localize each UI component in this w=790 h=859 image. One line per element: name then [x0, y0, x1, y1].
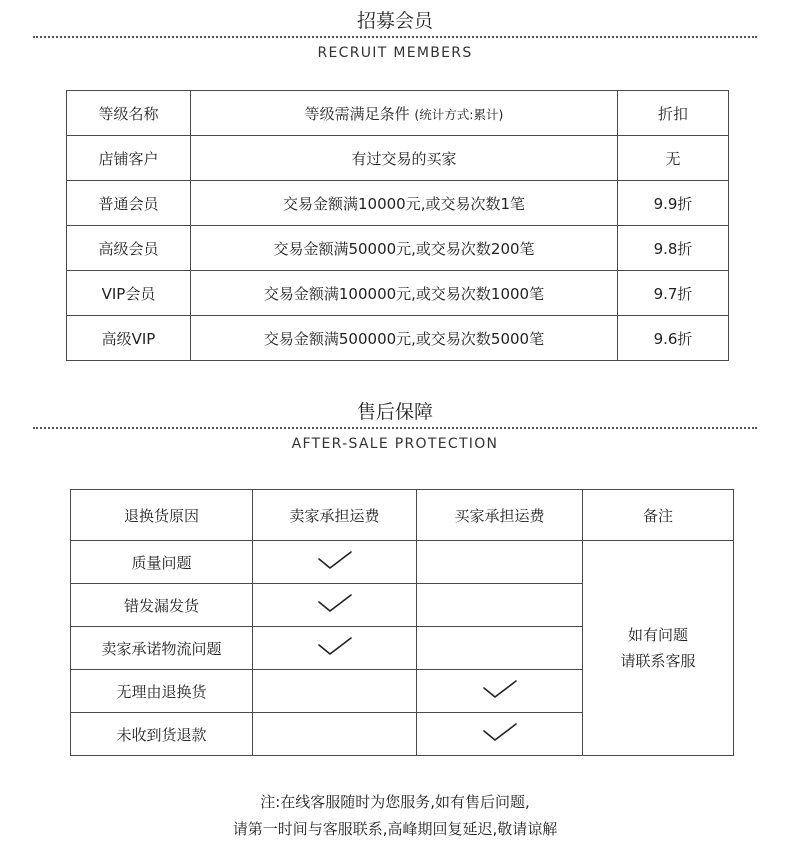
table-row [67, 181, 729, 226]
condition-cell: 交易金额满100000元,或交易次数1000笔 [191, 271, 618, 316]
discount-cell: 9.7折 [618, 271, 729, 316]
aftersale-table [70, 489, 734, 756]
footer-note [0, 789, 790, 843]
reason-cell: 卖家承诺物流问题 [71, 627, 253, 670]
seller-pays-cell [253, 584, 417, 627]
table-row [67, 316, 729, 361]
recruit-title: 招募会员 [356, 10, 433, 32]
condition-cell: 交易金额满10000元,或交易次数1笔 [191, 181, 618, 226]
aftersale-title: 售后保障 [356, 401, 433, 423]
buyer-pays-cell [417, 584, 583, 627]
condition-cell: 交易金额满50000元,或交易次数200笔 [191, 226, 618, 271]
recruit-subtitle: RECRUIT MEMBERS [317, 45, 473, 61]
level-cell: 高级会员 [67, 226, 191, 271]
condition-cell: 交易金额满500000元,或交易次数5000笔 [191, 316, 618, 361]
seller-pays-cell [253, 713, 417, 756]
aftersale-divider [33, 427, 757, 429]
level-cell: VIP会员 [67, 271, 191, 316]
header-reason: 退换货原因 [71, 490, 253, 541]
header-seller-pays: 卖家承担运费 [253, 490, 417, 541]
remark-cell [583, 541, 734, 756]
recruit-table-header [67, 91, 729, 136]
level-cell: 高级VIP [67, 316, 191, 361]
header-condition-note: (统计方式:累计) [414, 106, 504, 122]
condition-cell: 有过交易的买家 [191, 136, 618, 181]
reason-cell: 错发漏发货 [71, 584, 253, 627]
reason-cell: 未收到货退款 [71, 713, 253, 756]
aftersale-table-header [71, 490, 734, 541]
seller-pays-cell [253, 627, 417, 670]
check-mark-icon [483, 685, 517, 703]
buyer-pays-cell [417, 670, 583, 713]
check-mark-icon [318, 642, 352, 660]
discount-cell: 9.9折 [618, 181, 729, 226]
discount-cell: 9.8折 [618, 226, 729, 271]
remark-line-2: 请联系客服 [620, 652, 696, 670]
check-mark-icon [483, 728, 517, 746]
buyer-pays-cell [417, 713, 583, 756]
header-buyer-pays: 买家承担运费 [417, 490, 583, 541]
header-level: 等级名称 [67, 91, 191, 136]
remark-line-1: 如有问题 [627, 626, 688, 644]
footer-line-2: 请第一时间与客服联系,高峰期回复延迟,敬请谅解 [232, 820, 558, 838]
level-cell: 普通会员 [67, 181, 191, 226]
level-cell: 店铺客户 [67, 136, 191, 181]
footer-line-1: 注:在线客服随时为您服务,如有售后问题, [260, 793, 530, 811]
header-condition: 等级需满足条件 (统计方式:累计) [191, 91, 618, 136]
table-row [67, 136, 729, 181]
seller-pays-cell [253, 541, 417, 584]
buyer-pays-cell [417, 541, 583, 584]
reason-cell: 质量问题 [71, 541, 253, 584]
check-mark-icon [318, 599, 352, 617]
buyer-pays-cell [417, 627, 583, 670]
seller-pays-cell [253, 670, 417, 713]
discount-cell: 9.6折 [618, 316, 729, 361]
recruit-divider [33, 36, 757, 38]
table-row [67, 271, 729, 316]
discount-cell: 无 [618, 136, 729, 181]
aftersale-subtitle: AFTER-SALE PROTECTION [291, 436, 499, 452]
table-row [71, 541, 734, 584]
table-row [67, 226, 729, 271]
reason-cell: 无理由退换货 [71, 670, 253, 713]
check-mark-icon [318, 556, 352, 574]
header-remark: 备注 [583, 490, 734, 541]
recruit-table [66, 90, 729, 361]
header-discount: 折扣 [618, 91, 729, 136]
